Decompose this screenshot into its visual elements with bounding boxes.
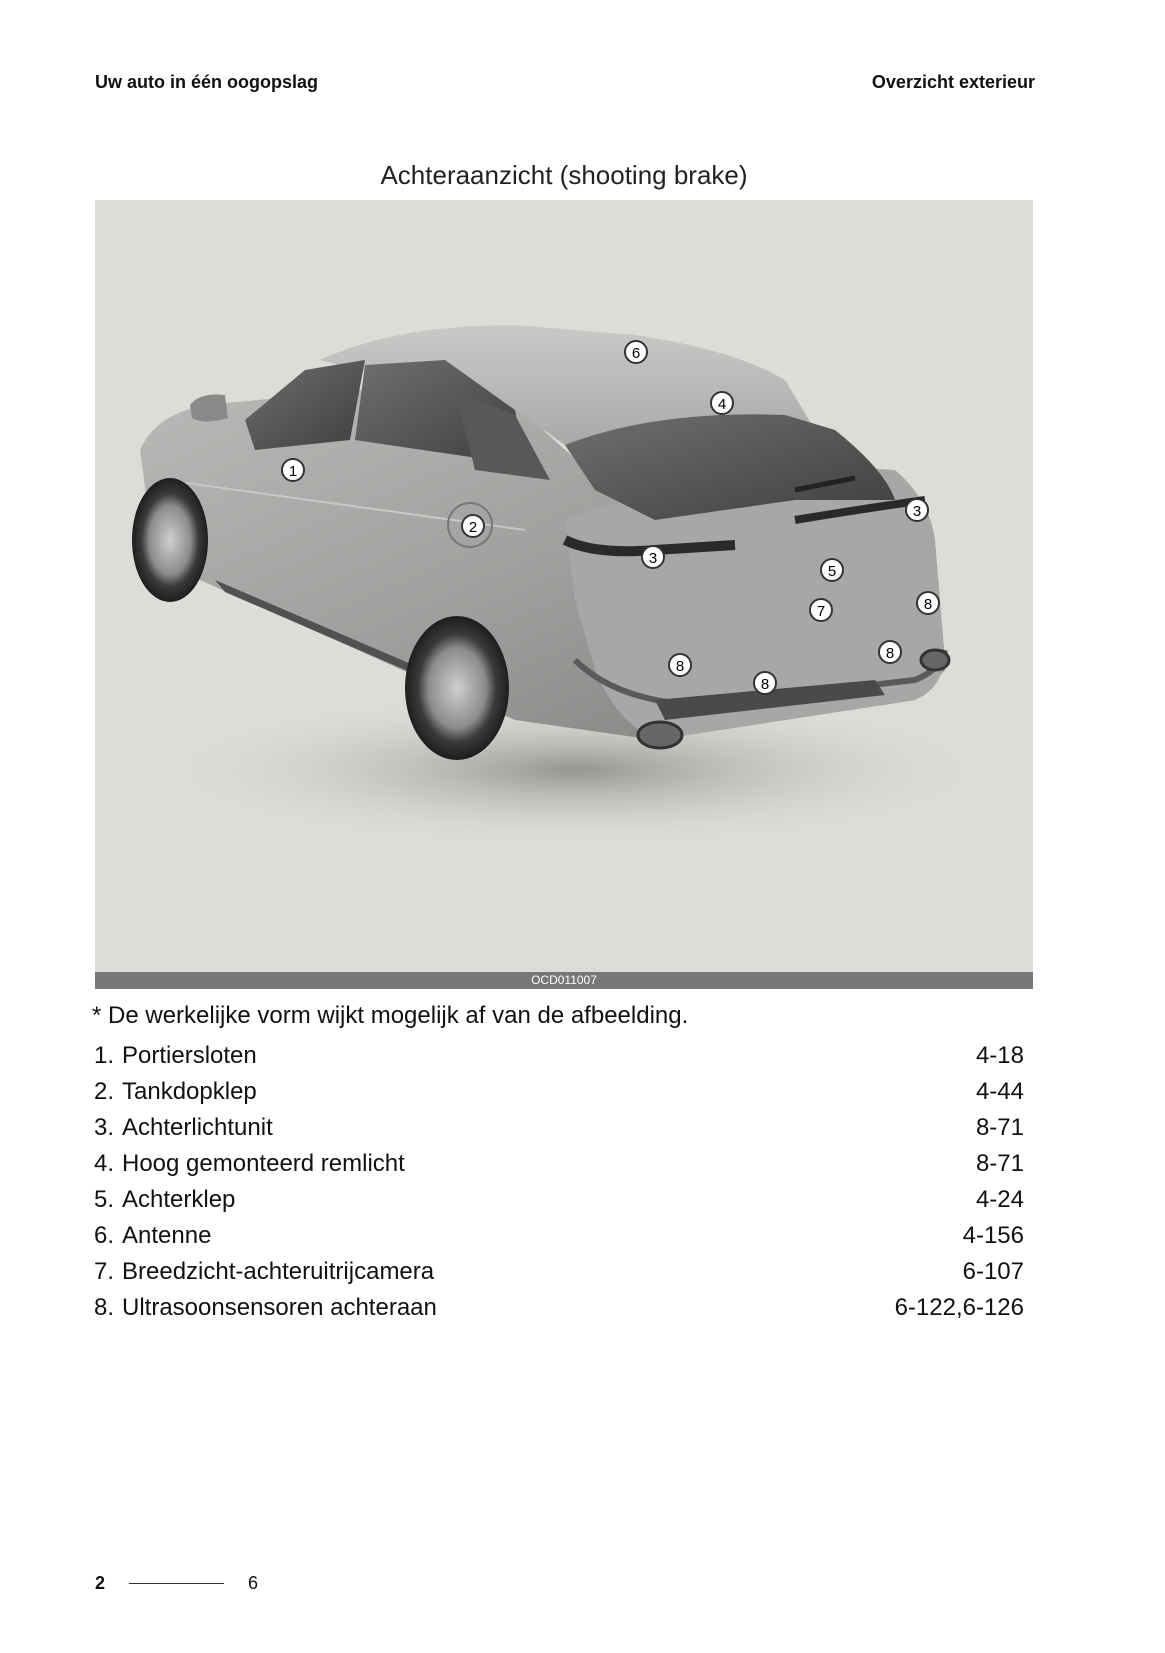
item-label: Breedzicht-achteruitrijcamera — [122, 1258, 435, 1285]
item-page-ref: 8-71 — [975, 1114, 1024, 1141]
page-footer — [95, 1573, 258, 1594]
parts-list — [94, 1038, 1024, 1326]
callout-8-c — [754, 672, 776, 694]
figure-code: OCD011007 — [95, 972, 1033, 989]
svg-text:1: 1 — [288, 463, 298, 480]
item-label: Achterklep — [122, 1186, 236, 1213]
svg-text:8: 8 — [760, 676, 770, 693]
item-number: 2. — [94, 1078, 115, 1105]
item-number: 5. — [94, 1186, 115, 1213]
callout-4 — [711, 392, 733, 414]
callout-2 — [462, 515, 484, 537]
footer-divider — [129, 1583, 224, 1584]
page-number: 6 — [248, 1573, 259, 1593]
item-label: Antenne — [122, 1222, 212, 1249]
item-label: Achterlichtunit — [122, 1114, 273, 1141]
list-item — [94, 1182, 1024, 1218]
svg-text:3: 3 — [648, 550, 658, 567]
item-number: 7. — [94, 1258, 115, 1285]
svg-text:5: 5 — [827, 563, 837, 580]
item-number: 8. — [94, 1294, 115, 1321]
callout-8-b — [669, 654, 691, 676]
item-page-ref: 6-122,6-126 — [894, 1294, 1024, 1321]
callout-1 — [282, 459, 304, 481]
svg-text:7: 7 — [816, 603, 826, 620]
item-label: Ultrasoonsensoren achteraan — [122, 1294, 437, 1321]
callout-3-left — [642, 546, 664, 568]
running-header-left: Uw auto in één oogopslag — [95, 72, 319, 92]
disclaimer-note: * De werkelijke vorm wijkt mogelijk af van de afbeelding. — [92, 1002, 689, 1029]
svg-text:3: 3 — [912, 503, 922, 520]
car-illustration — [95, 200, 1033, 972]
svg-text:8: 8 — [923, 596, 933, 613]
running-header-right: Overzicht exterieur — [871, 72, 1035, 92]
item-page-ref: 4-156 — [962, 1222, 1024, 1249]
list-item — [94, 1254, 1024, 1290]
item-number: 6. — [94, 1222, 115, 1249]
callout-8-a — [917, 592, 939, 614]
list-item — [94, 1290, 1024, 1326]
item-label: Portiersloten — [122, 1042, 257, 1069]
list-item — [94, 1146, 1024, 1182]
callout-7 — [810, 599, 832, 621]
callout-5 — [821, 559, 843, 581]
item-number: 3. — [94, 1114, 115, 1141]
item-page-ref: 4-24 — [975, 1186, 1024, 1213]
item-page-ref: 6-107 — [962, 1258, 1024, 1285]
item-page-ref: 8-71 — [975, 1150, 1024, 1177]
list-item — [94, 1074, 1024, 1110]
chapter-number: 2 — [95, 1573, 106, 1593]
list-item — [94, 1218, 1024, 1254]
svg-text:8: 8 — [675, 658, 685, 675]
item-page-ref: 4-44 — [975, 1078, 1024, 1105]
figure-title: Achteraanzicht (shooting brake) — [380, 160, 748, 190]
item-number: 1. — [94, 1042, 115, 1069]
callout-6 — [625, 341, 647, 363]
callout-3-right — [906, 499, 928, 521]
svg-text:6: 6 — [631, 345, 641, 362]
callout-8-d — [879, 641, 901, 663]
item-label: Hoog gemonteerd remlicht — [122, 1150, 405, 1177]
svg-text:8: 8 — [885, 645, 895, 662]
item-number: 4. — [94, 1150, 115, 1177]
list-item — [94, 1038, 1024, 1074]
list-item — [94, 1110, 1024, 1146]
item-label: Tankdopklep — [122, 1078, 257, 1105]
car-rear-view-illustration — [95, 200, 1033, 972]
svg-text:4: 4 — [717, 396, 727, 413]
svg-text:2: 2 — [468, 519, 478, 536]
item-page-ref: 4-18 — [975, 1042, 1024, 1069]
